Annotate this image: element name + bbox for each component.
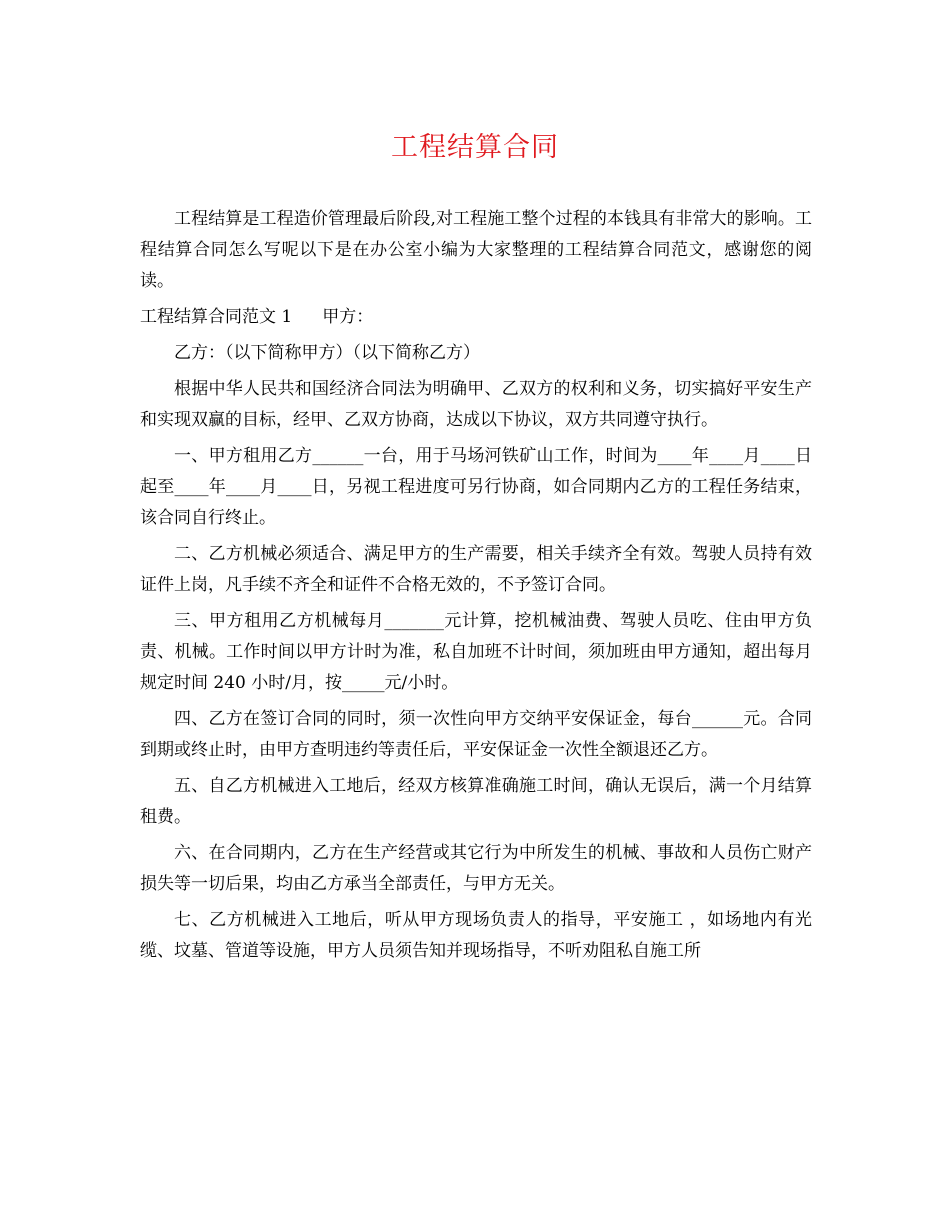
sample-heading-line	[140, 302, 812, 333]
intro-paragraph: 工程结算是工程造价管理最后阶段,对工程施工整个过程的本钱具有非常大的影响。工程结算合同怎么写呢以下是在办公室小编为大家整理的工程结算合同范文，感谢您的阅读。	[140, 209, 812, 291]
document-title: 工程结算合同	[391, 132, 559, 163]
sample-heading: 工程结算合同范文 1	[140, 307, 293, 327]
party-b-line: 乙方：（以下简称甲方）（以下简称乙方）	[174, 343, 480, 363]
clause-paragraph: 七、乙方机械进入工地后，听从甲方现场负责人的指导，平安施工 ，如场地内有光缆、坟墓、管道等设施，甲方人员须告知并现场指导，不听劝阻私自施工所	[140, 910, 812, 961]
clause-paragraph: 一、甲方租用乙方______一台，用于马场河铁矿山工作，时间为____年____月____日起至____年____月____日，另视工程进度可另行协商，如合同期内乙方的工程任务结束，该合同自行终止。	[140, 446, 812, 528]
clause-paragraph: 三、甲方租用乙方机械每月_______元计算，挖机械油费、驾驶人员吃、住由甲方负责、机械。工作时间以甲方计时为准，私自加班不计时间，须加班由甲方通知，超出每月规定时间 240 小时/月，按_____元/小时。	[140, 611, 812, 693]
party-a-label: 甲方：	[322, 307, 374, 327]
clause-paragraph: 四、乙方在签订合同的同时，须一次性向甲方交纳平安保证金，每台______元。合同到期或终止时，由甲方查明违约等责任后，平安保证金一次性全额退还乙方。	[140, 709, 812, 760]
clause-paragraph: 六、在合同期内，乙方在生产经营或其它行为中所发生的机械、事故和人员伤亡财产损失等一切后果，均由乙方承当全部责任，与甲方无关。	[140, 843, 812, 894]
preamble-paragraph: 根据中华人民共和国经济合同法为明确甲、乙双方的权利和义务，切实搞好平安生产和实现双赢的目标，经甲、乙双方协商，达成以下协议，双方共同遵守执行。	[140, 379, 812, 430]
clause-paragraph: 二、乙方机械必须适合、满足甲方的生产需要，相关手续齐全有效。驾驶人员持有效证件上岗，凡手续不齐全和证件不合格无效的，不予签订合同。	[140, 544, 812, 595]
document-body	[140, 204, 812, 972]
clause-paragraph: 五、自乙方机械进入工地后，经双方核算准确施工时间，确认无误后，满一个月结算租费。	[140, 776, 812, 827]
